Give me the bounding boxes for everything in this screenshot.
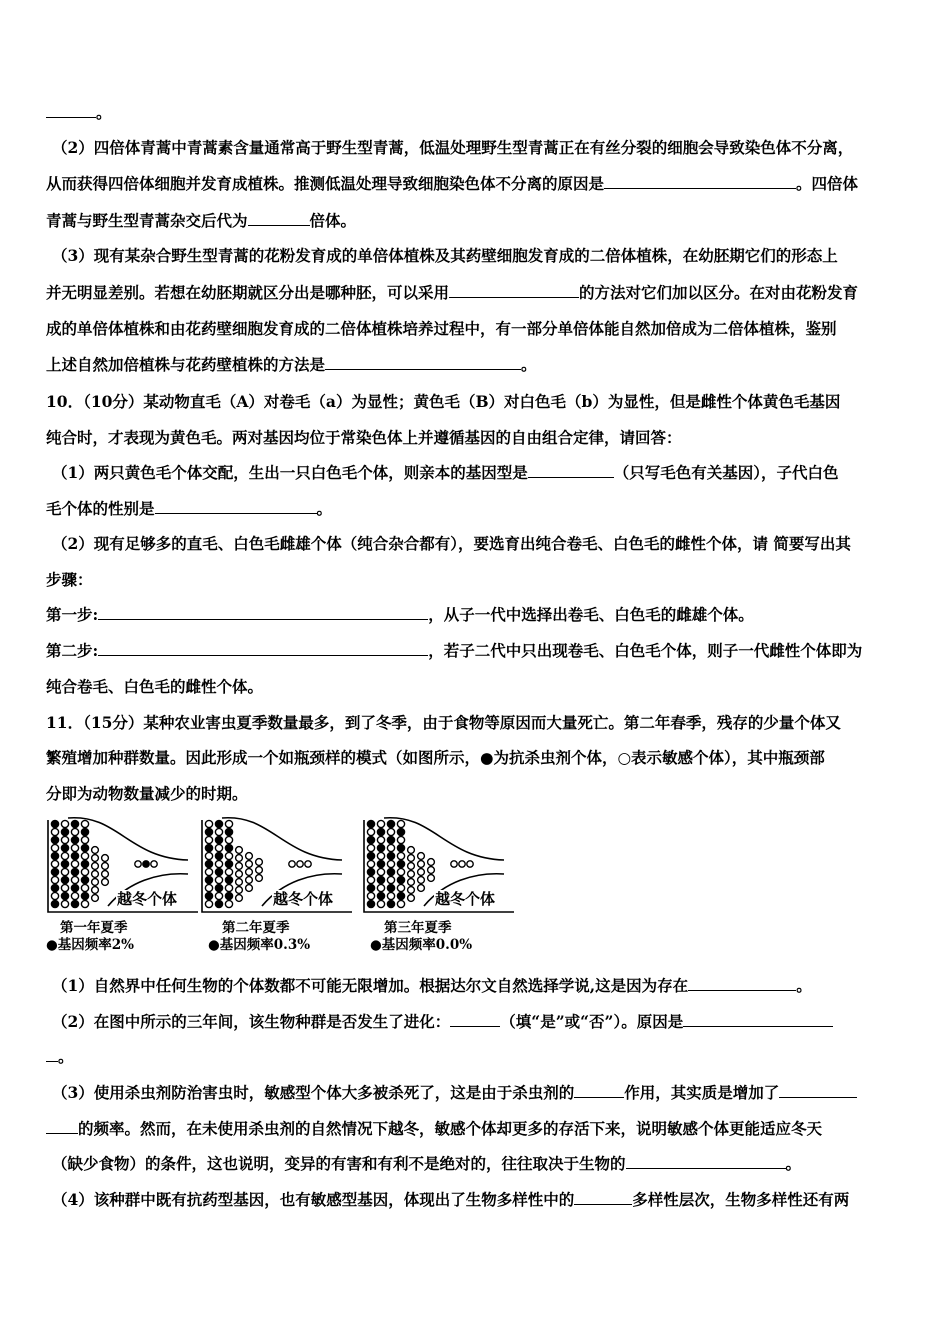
resistant-individual (51, 820, 58, 827)
resistant-individual (397, 860, 404, 867)
text: （3）使用杀虫剂防治害虫时，敏感型个体大多被杀死了，这是由于杀虫剂的 (52, 1083, 575, 1102)
resistant-individual (387, 836, 394, 843)
sensitive-individual (236, 847, 243, 854)
sensitive-individual (205, 852, 212, 859)
sensitive-individual (367, 844, 374, 851)
resistant-individual (205, 828, 212, 835)
q10-part2-line1: （2）现有足够多的直毛、白色毛雌雄个体（纯合杂合都有），要选育出纯合卷毛、白色毛的雌性个体，请 简要写出其 (52, 534, 851, 553)
sensitive-individual (418, 869, 425, 876)
text: 的方法对它们加以区分。在对由花粉发育 (579, 283, 859, 302)
sensitive-individual (377, 836, 384, 843)
resistant-individual (377, 844, 384, 851)
answer-blank[interactable] (46, 1046, 58, 1062)
sensitive-individual (225, 884, 232, 891)
sensitive-individual (102, 863, 109, 870)
text: （1）自然界中任何生物的个体数都不可能无限增加。根据达尔文自然选择学说,这是因为存在 (52, 976, 689, 995)
sensitive-individual (256, 875, 263, 882)
text: 作用，其实质是增加了 (624, 1083, 780, 1102)
sensitive-individual (236, 863, 243, 870)
overwinter-label-1: 越冬个体 (117, 890, 178, 908)
q11-stem-line3: 分即为动物数量减少的时期。 (46, 784, 248, 803)
resistant-individual (367, 900, 374, 907)
sensitive-individual (387, 828, 394, 835)
resistant-individual (225, 860, 232, 867)
sensitive-individual (81, 900, 88, 907)
resistant-individual (215, 868, 222, 875)
text: （2）在图中所示的三年间，该生物种群是否发生了进化： (52, 1012, 451, 1031)
resistant-individual (387, 852, 394, 859)
q9-part3-line4 (46, 354, 908, 376)
resistant-individual (51, 900, 58, 907)
sensitive-individual (71, 828, 78, 835)
answer-blank[interactable] (528, 462, 614, 478)
resistant-individual (71, 820, 78, 827)
neck-individual (305, 861, 311, 867)
q11-part1 (52, 975, 914, 997)
resistant-individual (51, 852, 58, 859)
sensitive-individual (102, 871, 109, 878)
sensitive-individual (377, 900, 384, 907)
answer-blank[interactable] (248, 210, 310, 226)
q11-part3-line3 (52, 1153, 914, 1175)
resistant-individual (397, 844, 404, 851)
panel-title-3: 第三年夏季 (384, 920, 452, 936)
resistant-individual (215, 820, 222, 827)
q9-part2-line1: （2）四倍体青蒿中青蒿素含量通常高于野生型青蒿，低温处理野生型青蒿正在有丝分裂的细胞会导致染色体不分离， (52, 138, 854, 157)
sensitive-individual (256, 867, 263, 874)
answer-blank[interactable] (325, 354, 521, 370)
q10-step2-line2: 纯合卷毛、白色毛的雌性个体。 (46, 677, 264, 696)
resistant-individual (215, 852, 222, 859)
resistant-individual (367, 852, 374, 859)
sensitive-individual (205, 884, 212, 891)
neck-individual (135, 861, 141, 867)
sensitive-individual (397, 820, 404, 827)
resistant-individual (61, 844, 68, 851)
sensitive-individual (408, 855, 415, 862)
sensitive-individual (236, 879, 243, 886)
sensitive-individual (71, 860, 78, 867)
q11-stem-line1: 11．（15分）某种农业害虫夏季数量最多，到了冬季，由于食物等原因而大量死亡。第二年春季，残存的少量个体又 (46, 713, 841, 732)
text: ，从子一代中选择出卷毛、白色毛的雌雄个体。 (428, 605, 754, 624)
answer-blank[interactable] (155, 498, 317, 514)
text: 。 (58, 1047, 74, 1066)
resistant-individual (71, 836, 78, 843)
sensitive-individual (387, 876, 394, 883)
sensitive-individual (367, 892, 374, 899)
answer-blank[interactable] (683, 1011, 833, 1027)
sensitive-individual (408, 887, 415, 894)
resistant-individual (205, 860, 212, 867)
sensitive-individual (408, 847, 415, 854)
resistant-individual (61, 860, 68, 867)
sensitive-individual (397, 884, 404, 891)
sensitive-individual (81, 820, 88, 827)
sensitive-individual (367, 828, 374, 835)
sensitive-individual (225, 836, 232, 843)
sensitive-individual (215, 828, 222, 835)
resistant-individual (387, 820, 394, 827)
sensitive-individual (102, 879, 109, 886)
sensitive-individual (51, 860, 58, 867)
resistant-individual (377, 892, 384, 899)
sensitive-individual (418, 853, 425, 860)
resistant-individual (61, 828, 68, 835)
text: （只写毛色有关基因），子代白色 (613, 463, 839, 482)
resistant-individual (215, 836, 222, 843)
sensitive-individual (408, 879, 415, 886)
sensitive-individual (61, 900, 68, 907)
resistant-individual (225, 844, 232, 851)
sensitive-individual (236, 871, 243, 878)
answer-line-end (46, 102, 908, 124)
q10-step1 (46, 604, 908, 626)
sensitive-individual (428, 859, 435, 866)
sensitive-individual (428, 875, 435, 882)
sensitive-individual (51, 828, 58, 835)
q9-part2-line3 (46, 210, 908, 232)
resistant-individual (397, 892, 404, 899)
bottleneck-figure (44, 812, 514, 962)
panel-freq-1: ●基因频率2% (46, 937, 135, 953)
answer-blank[interactable] (98, 640, 428, 656)
sensitive-individual (408, 895, 415, 902)
overwinter-label-3: 越冬个体 (435, 890, 496, 908)
neck-individual (467, 861, 473, 867)
neck-individual (143, 861, 149, 867)
sensitive-individual (367, 860, 374, 867)
sensitive-individual (246, 861, 253, 868)
text: （4）该种群中既有抗药型基因，也有敏感型基因，体现出了生物多样性中的 (52, 1190, 575, 1209)
answer-blank[interactable] (46, 1118, 78, 1134)
sensitive-individual (246, 853, 253, 860)
neck-individual (459, 861, 465, 867)
sensitive-individual (225, 900, 232, 907)
resistant-individual (71, 868, 78, 875)
q9-part2-line2 (46, 173, 908, 195)
text: 从而获得四倍体细胞并发育成植株。推测低温处理导致细胞染色体不分离的原因是 (46, 174, 605, 193)
sensitive-individual (236, 855, 243, 862)
sensitive-individual (225, 852, 232, 859)
resistant-individual (81, 892, 88, 899)
sensitive-individual (61, 836, 68, 843)
sensitive-individual (51, 892, 58, 899)
text: 。 (785, 1154, 802, 1173)
sensitive-individual (51, 844, 58, 851)
sensitive-individual (397, 836, 404, 843)
resistant-individual (387, 884, 394, 891)
q11-stem-line2: 繁殖增加种群数量。因此形成一个如瓶颈样的模式（如图所示，●为抗杀虫剂个体，○表示敏感个体），其中瓶颈部 (46, 748, 825, 767)
sensitive-individual (205, 868, 212, 875)
q10-part1-line1 (52, 462, 914, 484)
resistant-individual (51, 884, 58, 891)
resistant-individual (71, 884, 78, 891)
sensitive-individual (215, 860, 222, 867)
q11-part3-line1 (52, 1082, 914, 1104)
answer-blank[interactable] (779, 1082, 857, 1098)
resistant-individual (81, 860, 88, 867)
sensitive-individual (387, 844, 394, 851)
sensitive-individual (236, 887, 243, 894)
q9-part3-line3: 成的单倍体植株和由花药壁细胞发育成的二倍体植株培养过程中，有一部分单倍体能自然加倍成为二倍体植株，鉴别 (46, 319, 837, 338)
neck-individual (289, 861, 295, 867)
resistant-individual (215, 884, 222, 891)
text: 上述自然加倍植株与花药壁植株的方法是 (46, 355, 326, 374)
resistant-individual (51, 868, 58, 875)
sensitive-individual (81, 884, 88, 891)
resistant-individual (81, 876, 88, 883)
text: 。 (521, 355, 537, 374)
text: 第二步: (46, 641, 99, 660)
sensitive-individual (61, 820, 68, 827)
text: 。 (96, 103, 112, 122)
sensitive-individual (225, 868, 232, 875)
answer-blank[interactable] (688, 975, 796, 991)
overwinter-label-2: 越冬个体 (273, 890, 334, 908)
sensitive-individual (418, 885, 425, 892)
text: 多样性层次，生物多样性还有两 (632, 1190, 850, 1209)
resistant-individual (377, 876, 384, 883)
q11-part2-line2 (46, 1046, 908, 1068)
answer-blank[interactable] (98, 604, 428, 620)
q11-part2-line1 (52, 1011, 914, 1033)
text: 第一步: (46, 605, 99, 624)
text: （1）两只黄色毛个体交配，生出一只白色毛个体，则亲本的基因型是 (52, 463, 528, 482)
sensitive-individual (246, 877, 253, 884)
resistant-individual (61, 892, 68, 899)
sensitive-individual (81, 868, 88, 875)
sensitive-individual (92, 863, 99, 870)
text: 毛个体的性别是 (46, 499, 155, 518)
resistant-individual (367, 884, 374, 891)
sensitive-individual (428, 867, 435, 874)
sensitive-individual (205, 820, 212, 827)
text: 。 (316, 499, 333, 518)
resistant-individual (397, 828, 404, 835)
resistant-individual (225, 828, 232, 835)
sensitive-individual (92, 847, 99, 854)
sensitive-individual (377, 884, 384, 891)
panel-freq-3: ●基因频率0.0% (370, 937, 473, 953)
sensitive-individual (92, 887, 99, 894)
sensitive-individual (397, 900, 404, 907)
sensitive-individual (236, 895, 243, 902)
resistant-individual (205, 844, 212, 851)
sensitive-individual (397, 868, 404, 875)
resistant-individual (367, 868, 374, 875)
sensitive-individual (92, 855, 99, 862)
sensitive-individual (71, 876, 78, 883)
resistant-individual (367, 836, 374, 843)
sensitive-individual (418, 861, 425, 868)
sensitive-individual (387, 860, 394, 867)
panel-freq-2: ●基因频率0.3% (208, 937, 311, 953)
q11-part4 (52, 1189, 914, 1211)
sensitive-individual (205, 900, 212, 907)
sensitive-individual (71, 844, 78, 851)
sensitive-individual (256, 859, 263, 866)
answer-blank[interactable] (450, 1011, 500, 1027)
sensitive-individual (418, 877, 425, 884)
text: 。 (796, 976, 812, 995)
answer-blank[interactable] (574, 1082, 624, 1098)
sensitive-individual (92, 895, 99, 902)
answer-blank[interactable] (46, 102, 96, 118)
sensitive-individual (215, 892, 222, 899)
q9-part3-line1: （3）现有某杂合野生型青蒿的花粉发育成的单倍体植株及其药壁细胞发育成的二倍体植株，在幼胚期它们的形态上 (52, 246, 838, 265)
neck-individual (297, 861, 303, 867)
resistant-individual (377, 828, 384, 835)
sensitive-individual (92, 871, 99, 878)
answer-blank[interactable] (449, 282, 579, 298)
resistant-individual (61, 876, 68, 883)
q10-part2-line2: 步骤： (46, 570, 93, 589)
sensitive-individual (408, 863, 415, 870)
resistant-individual (51, 836, 58, 843)
resistant-individual (397, 876, 404, 883)
q10-stem-line1: 10．（10分）某动物直毛（A）对卷毛（a）为显性；黄色毛（B）对白色毛（b）为显性，但是雌性个体黄色毛基因 (46, 392, 841, 411)
sensitive-individual (225, 820, 232, 827)
text: 。四倍体 (796, 174, 859, 193)
sensitive-individual (51, 876, 58, 883)
resistant-individual (377, 860, 384, 867)
answer-blank[interactable] (604, 173, 796, 189)
sensitive-individual (377, 852, 384, 859)
sensitive-individual (92, 879, 99, 886)
sensitive-individual (102, 855, 109, 862)
resistant-individual (71, 900, 78, 907)
sensitive-individual (377, 868, 384, 875)
q11-part3-line2 (46, 1118, 908, 1140)
text: 的频率。然而，在未使用杀虫剂的自然情况下越冬，敏感个体却更多的存活下来，说明敏感个体更能适应冬天 (78, 1119, 823, 1138)
answer-blank[interactable] (626, 1153, 786, 1169)
panel-title-2: 第二年夏季 (222, 920, 290, 936)
resistant-individual (205, 876, 212, 883)
q10-part1-line2 (46, 498, 908, 520)
q9-part3-line2 (46, 282, 908, 304)
sensitive-individual (387, 892, 394, 899)
q10-stem-line2: 纯合时，才表现为黄色毛。两对基因均位于常染色体上并遵循基因的自由组合定律，请回答： (46, 428, 682, 447)
text: 倍体。 (309, 211, 357, 230)
text: （缺少食物）的条件，这也说明，变异的有害和有利不是绝对的，往往取决于生物的 (52, 1154, 626, 1173)
resistant-individual (225, 876, 232, 883)
neck-individual (151, 861, 157, 867)
sensitive-individual (215, 844, 222, 851)
q10-step2 (46, 640, 908, 662)
sensitive-individual (397, 852, 404, 859)
resistant-individual (205, 892, 212, 899)
answer-blank[interactable] (574, 1189, 632, 1205)
sensitive-individual (81, 836, 88, 843)
sensitive-individual (377, 820, 384, 827)
resistant-individual (387, 868, 394, 875)
resistant-individual (387, 900, 394, 907)
sensitive-individual (246, 885, 253, 892)
sensitive-individual (246, 869, 253, 876)
sensitive-individual (367, 876, 374, 883)
resistant-individual (81, 828, 88, 835)
sensitive-individual (205, 836, 212, 843)
sensitive-individual (61, 868, 68, 875)
resistant-individual (215, 900, 222, 907)
text: ，若子二代中只出现卷毛、白色毛个体，则子一代雌性个体即为 (428, 641, 863, 660)
panel-title-1: 第一年夏季 (60, 920, 128, 936)
resistant-individual (225, 892, 232, 899)
sensitive-individual (215, 876, 222, 883)
resistant-individual (367, 820, 374, 827)
sensitive-individual (408, 871, 415, 878)
sensitive-individual (81, 852, 88, 859)
sensitive-individual (71, 892, 78, 899)
text: 青蒿与野生型青蒿杂交后代为 (46, 211, 248, 230)
sensitive-individual (61, 852, 68, 859)
sensitive-individual (61, 884, 68, 891)
text: 并无明显差别。若想在幼胚期就区分出是哪种胚，可以采用 (46, 283, 450, 302)
resistant-individual (81, 844, 88, 851)
neck-individual (451, 861, 457, 867)
resistant-individual (71, 852, 78, 859)
text: （填“是”或“否”）。原因是 (500, 1012, 684, 1031)
